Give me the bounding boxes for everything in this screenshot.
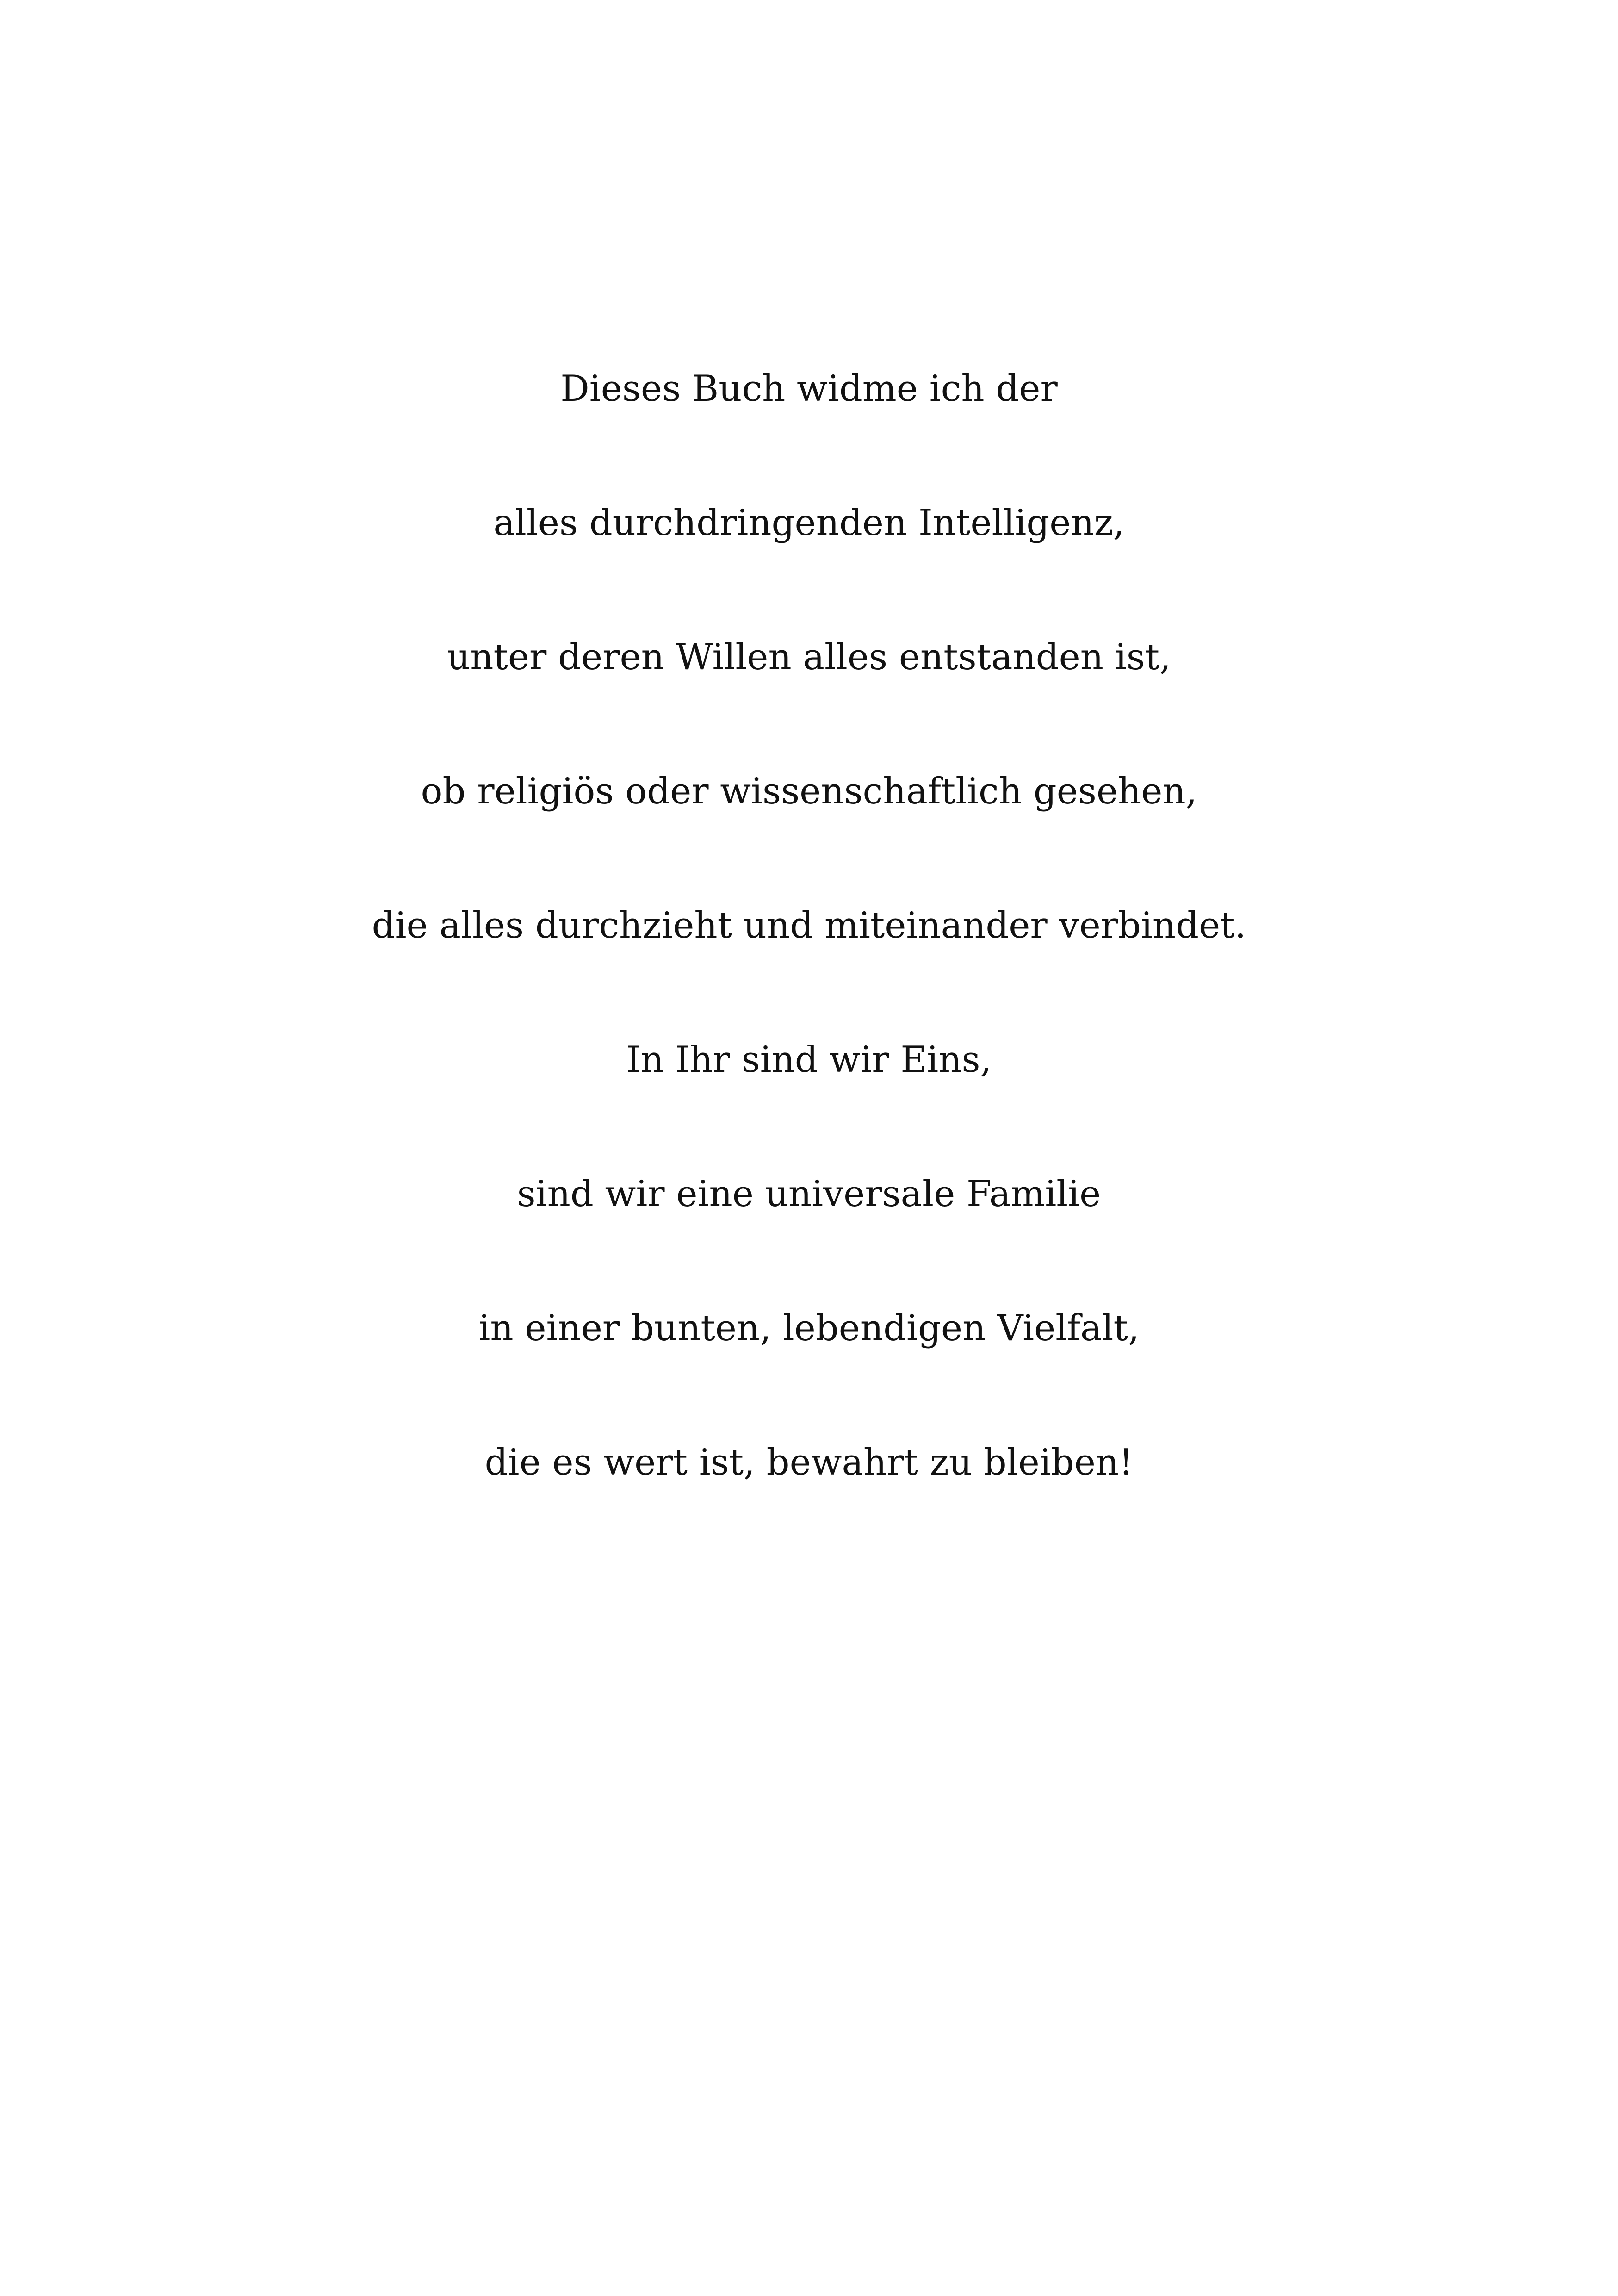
dedication-line-4: ob religiös oder wissenschaftlich gesehen,	[421, 771, 1197, 812]
dedication-line-5: die alles durchzieht und miteinander verbindet.	[372, 905, 1246, 946]
dedication-line-9: die es wert ist, bewahrt zu bleiben!	[484, 1442, 1134, 1483]
dedication-line-3: unter deren Willen alles entstanden ist,	[447, 636, 1171, 678]
dedication-line-2: alles durchdringenden Intelligenz,	[493, 502, 1125, 544]
dedication-line-7: sind wir eine universale Familie	[517, 1173, 1101, 1215]
dedication-line-1: Dieses Buch widme ich der	[560, 368, 1058, 410]
dedication-text	[0, 354, 1618, 1562]
dedication-line-6: In Ihr sind wir Eins,	[626, 1039, 992, 1081]
dedication-line-8: in einer bunten, lebendigen Vielfalt,	[478, 1307, 1140, 1349]
